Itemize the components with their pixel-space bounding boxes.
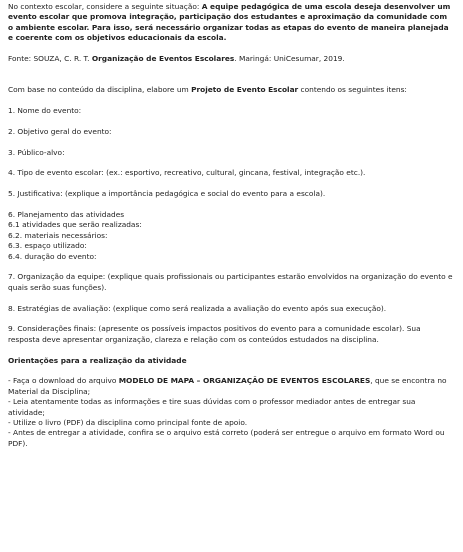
item-4: 4. Tipo de evento escolar: (ex.: esportivo, recreativo, cultural, gincana, festival, integração etc.). <box>8 168 366 178</box>
item-1: 1. Nome do evento: <box>8 106 82 115</box>
intro-lead: No contexto escolar, considere a seguinte situação: <box>8 2 202 11</box>
item-6-2: 6.2. materiais necessários: <box>8 230 108 240</box>
source-suffix: . Maringá: UniCesumar, 2019. <box>234 54 345 64</box>
prompt-lead: Com base no conteúdo da disciplina, elabore um <box>8 85 192 95</box>
source-prefix: Fonte: SOUZA, C. R. T. <box>8 54 92 64</box>
item-9: 9. Considerações finais: (apresente os possíveis impactos positivos do evento para a comunidade escolar). Sua resposta deve apresentar organização, clareza e relação com os conteúdos estudados na disciplina. <box>8 324 421 344</box>
prompt-project: Projeto de Evento Escolar <box>191 85 299 95</box>
orientation-3: - Utilize o livro (PDF) da disciplina como principal fonte de apoio. <box>8 418 248 428</box>
item-6-3: 6.3. espaço utilizado: <box>8 241 87 251</box>
orientation-1-lead: - Faça o download do arquivo <box>8 376 119 386</box>
orientations-heading <box>8 356 454 366</box>
source-title: Organização de Eventos Escolares <box>91 54 235 64</box>
item-3: 3. Público-alvo: <box>8 147 65 157</box>
source-citation <box>8 54 454 64</box>
item-5: 5. Justificativa: (explique a importância pedagógica e social do evento para a escola). <box>8 189 326 199</box>
orientation-1-tail: , que se encontra no Material da Disciplina; <box>8 376 447 396</box>
item-2: 2. Objetivo geral do evento: <box>8 126 112 136</box>
intro-paragraph <box>8 2 454 44</box>
orientations-heading-text: Orientações para a realização da atividade <box>8 355 187 365</box>
item-7: 7. Organização da equipe: (explique quais profissionais ou participantes estarão envolvidos na organização do evento e quais serão suas funções). <box>8 272 453 292</box>
item-6-4: 6.4. duração do evento: <box>8 251 97 261</box>
task-prompt <box>8 85 454 95</box>
intro-situation: A equipe pedagógica de uma escola deseja desenvolver um evento escolar que promova integração, participação dos estudantes e aproximação da comunidade com o ambiente escolar. Para isso, será necessário organizar todas as etapas do evento de maneira planejada e coerente com os objetivos educacionais da escola. <box>8 2 451 43</box>
orientation-4: - Antes de entregar a atividade, confira se o arquivo está correto (poderá ser entregue o arquivo em formato Word ou PDF). <box>8 428 445 448</box>
orientation-1 <box>8 376 454 397</box>
item-6: 6. Planejamento das atividades <box>8 209 125 219</box>
prompt-tail: contendo os seguintes itens: <box>298 85 407 95</box>
orientation-2: - Leia atentamente todas as informações e tire suas dúvidas com o professor mediador antes de entregar sua atividade; <box>8 397 416 417</box>
orientation-1-file: MODELO DE MAPA – ORGANIZAÇÃO DE EVENTOS ESCOLARES <box>118 376 371 386</box>
item-6-1: 6.1 atividades que serão realizadas: <box>8 220 142 230</box>
item-8: 8. Estratégias de avaliação: (explique como será realizada a avaliação do evento após sua execução). <box>8 303 387 313</box>
